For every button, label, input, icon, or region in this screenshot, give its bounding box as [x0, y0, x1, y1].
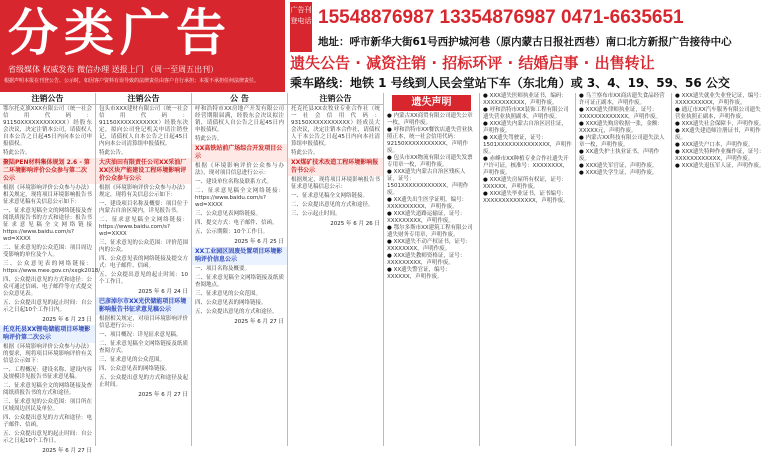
notice-paragraph: 一、项目概况：详见征求意见稿。	[99, 332, 182, 338]
lost-item: ● XX遗失警官证，编号：XXXXXX，声明作废。	[387, 267, 451, 280]
notice-date: 2025 年 6 月 25 日	[234, 239, 284, 245]
lost-item: ● XXX遗失内蒙古自治区残疾人证，证号：1501XXXXXXXXXXXX，声明作废。	[387, 169, 469, 196]
notice-paragraph: 三、公众意见表的网络链接：https://www.mee.gov.cn/xxgk2018/	[3, 261, 101, 274]
lost-item: ● XXX遗失特种作业操作证，证号：XXXXXXXXXXXX，声明作废。	[675, 149, 765, 162]
lost-notice-badge: 遗失声明	[392, 95, 471, 111]
notice-paragraph: 根据《环境影响评价公众参与办法》的要求，现将项目环境影响评价有关信息公示如下：	[3, 344, 92, 364]
notice-paragraph: 根据相关规定，对项目环境影响评价信息进行公示：	[99, 316, 188, 329]
column-2	[96, 93, 192, 446]
lost-item: ● 包头市XX物流有限公司遗失发票专用章一枚，声明作废。	[387, 155, 473, 168]
services-line: 遗失公告 · 减资注销 · 招标环评 · 结婚启事 · 出售转让	[290, 54, 655, 72]
lost-item: ● XX遗失建造师注册证书，声明作废。	[675, 128, 761, 141]
notice-paragraph: 根据《环境影响评价公众参与办法》，现对项目信息进行公示：	[195, 163, 284, 176]
notice-paragraph: 二、征求意见稿全文网络链接及纸质查阅地点。	[195, 275, 284, 288]
lost-item: ● 乌兰察布市XX商店遗失食品经营许可证正副本，声明作废。	[579, 93, 665, 106]
notice-paragraph: 五、公众提出意见的起止时间：自公示之日起10个工作日。	[3, 431, 92, 444]
lost-item: ● 内蒙古XX商贸有限公司遗失公章一枚，声明作废。	[387, 113, 473, 126]
address-line: 地址：呼市新华大街61号西护城河巷（原内蒙古日报社西巷）南口北方新报广告接待中心	[318, 36, 732, 48]
notice-paragraph: 特此公告。	[3, 150, 31, 156]
lost-item: ● XXX遗失律师执业证，证号：XXXXXXXXXXXXX，声明作废。	[579, 107, 661, 120]
lost-item: ● XXX遗失就业失业登记证，编号：XXXXXXXXXX，声明作废。	[675, 93, 765, 106]
notice-heading: 托克托县XX锂电储能项目环境影响评价第二次公示	[0, 325, 95, 343]
lost-item: ● 赤峰市XX种植专业合作社遗失开户许可证，核准号：XXXXXXXX，声明作废。	[483, 156, 569, 176]
brand-slogan: 省级媒体 权威发布 微信办理 送报上门 （周一至周五出刊）	[8, 65, 219, 74]
notice-paragraph: 四、公众意见表的网络链接。	[195, 300, 267, 306]
bus-route-line: 乘车路线：地铁 1 号线到人民会堂站下车（东北角）或 3、4、19、59、56 公交	[290, 76, 730, 90]
notice-paragraph: 特此公告。	[291, 150, 319, 156]
notice-heading: XX工业园区固废处置项目环境影响评价信息公示	[192, 247, 287, 265]
notice-paragraph: 根据《环境影响评价公众参与办法》规定，现将有关信息公示如下：	[99, 185, 188, 198]
notice-paragraph: 特此公告。	[99, 150, 127, 156]
notice-paragraph: 二、征求意见的公众范围：项目周边受影响的单位及个人。	[3, 245, 92, 258]
brand-note: 根据声明本报在刊登公告、公示时，如因客户资料有误导致的法律责任由客户自行承担；本报不承担任何法律责任。	[4, 78, 260, 84]
notice-paragraph: 五、公众提出意见的方式和途径。	[195, 309, 278, 315]
column-7	[576, 93, 672, 446]
lost-item: ● XXX遗失购房收据一张，金额：XXXXX元，声明作废。	[579, 121, 663, 134]
lost-item: ● XXX遗失内蒙古自治区居住证，声明作废。	[483, 121, 567, 134]
lost-item: ● XXX遗失毕业证书，证书编号：XXXXXXXXXXXXXX，声明作废。	[483, 191, 569, 204]
column-6	[480, 93, 576, 446]
notice-paragraph: 五、公众提出意见的起止时间：自公示之日起10个工作日内。	[3, 300, 92, 313]
notice-date: 2025 年 6 月 27 日	[138, 392, 188, 398]
column-4	[288, 93, 384, 446]
lost-item: ● 呼和浩特市XX装饰工程有限公司遗失营业执照副本，声明作废。	[483, 107, 569, 120]
notice-paragraph: 包头市XXX建材有限公司（统一社会信用代码：91150XXXXXXXXXXX）经股东决定，拟向公司登记机关申请注销登记，请债权人自本公告之日起45日内向本公司清算组申报债权。	[99, 106, 188, 147]
column-1	[0, 93, 101, 454]
notice-date: 2025 年 6 月 27 日	[234, 319, 284, 325]
notice-paragraph: 一、建设项目名称及概要：项目位于内蒙古自治区境内，详见报告书。	[99, 201, 188, 214]
lost-item: ● XXX遗失不动产权证书，证号：XXXXXXXX，声明作废。	[387, 239, 471, 252]
lost-item: ● XXX遗失道路运输证，证号：XXXXXXXXX，声明作废。	[387, 211, 466, 224]
lost-item: ● XXX遗失教师资格证，证号：XXXXXXXXX，声明作废。	[387, 253, 466, 266]
notice-date: 2025 年 6 月 27 日	[42, 448, 92, 454]
notice-paragraph: 三、征求意见的公众范围。	[195, 291, 262, 297]
lost-item: ● XXX遗失军官证，声明作废。	[579, 163, 658, 169]
notice-heading: 大庆油田有限责任公司XX采油厂XX区块产能建设工程环境影响评价公众参与公示	[96, 158, 191, 184]
notice-date: 2025 年 6 月 24 日	[138, 289, 188, 295]
column-5	[384, 93, 480, 446]
notice-paragraph: 根据规定，现将项目环境影响报告书征求意见稿信息公示：	[291, 177, 380, 190]
notice-heading: XX高铁站前广场综合开发项目公示	[192, 144, 287, 162]
notice-paragraph: 四、公众提出意见的方式和途径：公众可通过信函、电子邮件等方式提交公众意见表。	[3, 277, 92, 297]
column-heading: 注销公告	[288, 93, 383, 105]
lost-item: ● 通辽市XX汽车服务有限公司遗失营业执照正副本，声明作废。	[675, 107, 761, 120]
column-3	[192, 93, 288, 446]
phone-numbers: 15548876987 13354876987 0471-6635651	[318, 7, 684, 28]
column-heading: 注销公告	[96, 93, 191, 105]
masthead	[0, 0, 768, 92]
notice-paragraph: 五、公众提出意见的方式和途径及起止时间。	[99, 375, 188, 388]
notice-paragraph: 一、征求意见稿全文的网络链接及查阅纸质报告书的方式和途径：报告书征求意见稿全文网络链接 https://www.baidu.com/s?wd=XXXX	[3, 208, 92, 242]
lost-item: ● XXX遗失退伍军人证，声明作废。	[675, 163, 765, 169]
lost-item: ● XX遗失出生医学证明，编号：XXXXXXXXXX，声明作废。	[387, 197, 468, 210]
notice-paragraph: 二、征求意见稿全文的网络链接及查阅纸质报告书的方式和途径。	[3, 383, 92, 396]
column-8	[672, 93, 768, 446]
classified-body	[0, 93, 768, 454]
notice-heading: 聚陆PEN材料集体规划 2.6 - 第二环境影响评价公众参与第二次公示	[0, 158, 95, 184]
notice-date: 2025 年 6 月 23 日	[42, 317, 92, 323]
column-heading: 公 告	[192, 93, 287, 105]
notice-paragraph: 呼和浩特市XX房地产开发有限公司经营期限届满，经股东会决议拟注销，请债权人自公告之日起45日内申报债权。	[195, 106, 284, 133]
notice-heading: 巴彦淖尔市XX光伏储能项目环境影响报告书征求意见稿公示	[96, 297, 191, 315]
brand-block	[0, 0, 285, 92]
lost-item: ● XXX遗失社会保障卡，声明作废。	[675, 121, 765, 127]
notice-paragraph: 根据《环境影响评价公众参与办法》相关规定，现将项目环境影响报告书征求意见稿有关信息公示如下：	[3, 185, 92, 205]
lost-item: ● XX遗失驾驶证，证号：1501XXXXXXXXXXXXXX，声明作废。	[483, 135, 572, 155]
brand-title: 分类广告	[8, 3, 232, 62]
notice-paragraph: 一、征求意见稿全文网络链接。	[291, 193, 369, 199]
hotline-tag: 广告刊登电话	[290, 2, 312, 52]
lost-item: ● XXX遗失学生证，声明作废。	[579, 170, 658, 176]
notice-paragraph: 二、征求意见稿全文网络链接：https://www.baidu.com/s?wd=XXXX	[195, 188, 284, 208]
notice-paragraph: 四、提交方式：电子邮件、信函。	[195, 220, 278, 226]
column-heading: 注销公告	[0, 93, 95, 105]
notice-paragraph: 四、公众提出意见的方式和途径：电子邮件、信函。	[3, 415, 92, 428]
notice-paragraph: 一、建设单位名称及联系方式。	[195, 179, 273, 185]
notice-paragraph: 三、征求意见的公众范围。	[99, 357, 166, 363]
notice-paragraph: 四、公众意见表的网络链接。	[99, 366, 171, 372]
notice-paragraph: 特此公告。	[195, 136, 223, 142]
notice-date: 2025 年 6 月 26 日	[330, 221, 380, 227]
notice-paragraph: 三、公示起止时间。	[291, 211, 341, 217]
notice-paragraph: 三、征求意见的公众范围：评价范围内的公众。	[99, 240, 188, 253]
lost-item: ● 内蒙古XX科技有限公司遗失法人章一枚，声明作废。	[579, 135, 665, 148]
notice-paragraph: 托克托县XX农牧业专业合作社（统一社会信用代码：93150XXXXXXXXXXX）经成员大会决议，决定注销本合作社，请债权人于本公告之日起45日内向本社清算组申报债权。	[291, 106, 380, 147]
notice-paragraph: 鄂尔托克旗XXX有限公司（统一社会信用代码：91150XXXXXXXXXXXX）经股东会决议，决定注销本公司，请债权人自本公告之日起45日内向本公司申报债权。	[3, 106, 92, 147]
notice-paragraph: 二、征求意见稿全文网络链接及纸质查阅方式。	[99, 341, 188, 354]
notice-paragraph: 三、公众意见表网络链接。	[195, 211, 262, 217]
lost-item: ● XXX遗失医师执业证书，编码：XXXXXXXXXXX，声明作废。	[483, 93, 567, 106]
lost-item: ● 鄂尔多斯市XX建筑工程有限公司遗失财务专用章，声明作废。	[387, 225, 473, 238]
lost-item: ● 呼和浩特市XX餐饮店遗失营业执照正本，统一社会信用代码：92150XXXXXXXXXXX，声明作废。	[387, 127, 473, 154]
notice-paragraph: 五、公示期限：10个工作日。	[195, 229, 268, 235]
lost-item: ● XXX遗失房屋所有权证，证号：XXXXXX，声明作废。	[483, 177, 567, 190]
notice-paragraph: 四、公众意见表的网络链接及提交方式：电子邮件、信函。	[99, 256, 188, 269]
notice-paragraph: 一、工程概况：建设名称、建设内容及规模详见报告书征求意见稿。	[3, 367, 92, 380]
notice-paragraph: 二、征求意见稿全文网络链接：https://www.baidu.com/s?wd=XXXX	[99, 217, 188, 237]
notice-paragraph: 二、公众提出意见的方式和途径。	[291, 202, 374, 208]
notice-paragraph: 一、项目名称及概要。	[195, 266, 251, 272]
lost-item: ● XXX遗失户口本，声明作废。	[675, 142, 754, 148]
notice-heading: XX煤矿技术改造工程环境影响报告书公示	[288, 158, 383, 176]
lost-item: ● XX遗失护士执业证书，声明作废。	[579, 149, 660, 162]
notice-paragraph: 五、公众提出意见的起止时间：10个工作日。	[99, 272, 188, 285]
notice-paragraph: 三、征求意见的公众范围：项目所在区域周边居民及单位。	[3, 399, 92, 412]
